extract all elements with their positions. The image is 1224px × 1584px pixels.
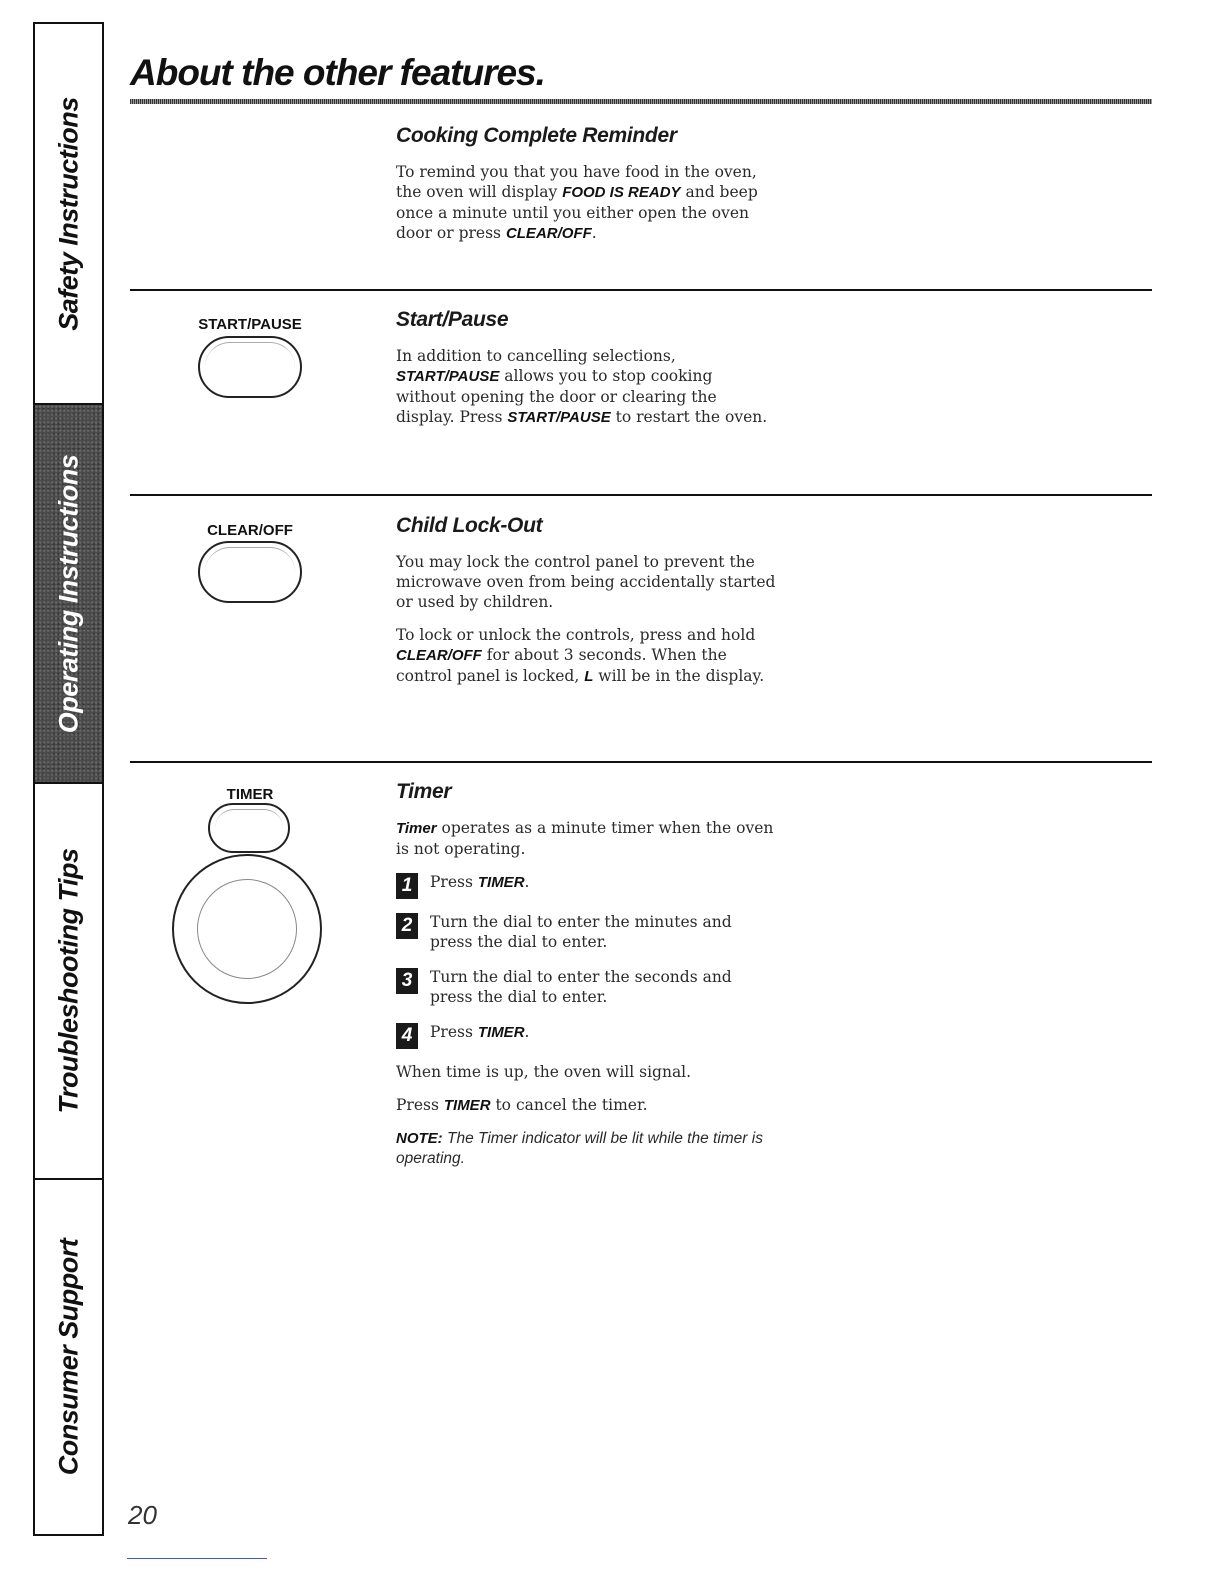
step-item xyxy=(396,872,776,898)
section-divider xyxy=(130,761,1152,763)
bottom-rule xyxy=(127,1558,267,1559)
tab-label: Operating Instructions xyxy=(53,454,83,733)
section-divider xyxy=(130,289,1152,291)
section-cooking-complete-reminder xyxy=(396,124,776,257)
step-text: Turn the dial to enter the seconds and press the dial to enter. xyxy=(430,968,732,1006)
step-number-badge: 4 xyxy=(396,1023,418,1049)
tab-label: Troubleshooting Tips xyxy=(53,848,83,1114)
step-number-badge: 3 xyxy=(396,968,418,994)
section-paragraph: When time is up, the oven will signal. xyxy=(396,1063,692,1081)
section-paragraph: Press TIMER to cancel the timer. xyxy=(396,1096,648,1114)
clear-off-button-icon xyxy=(198,541,302,603)
start-pause-button-icon xyxy=(198,336,302,398)
keyword-clear-off: CLEAR/OFF xyxy=(505,225,592,242)
timer-button-icon xyxy=(208,803,290,853)
section-tab-bar xyxy=(33,22,104,1536)
section-child-lock-out xyxy=(396,514,776,700)
keyword-start-pause: START/PAUSE xyxy=(396,368,500,385)
section-heading: Start/Pause xyxy=(396,308,509,331)
dial-icon xyxy=(172,854,322,1004)
section-paragraph: Timer operates as a minute timer when the oven is not operating. xyxy=(396,819,774,858)
section-paragraph: You may lock the control panel to prevent the microwave oven from being accidentally started or used by children. xyxy=(396,553,776,611)
tab-label: Safety Instructions xyxy=(53,96,83,331)
keyword-start-pause: START/PAUSE xyxy=(507,409,611,426)
step-item xyxy=(396,1022,776,1048)
step-item xyxy=(396,912,776,953)
section-heading: Cooking Complete Reminder xyxy=(396,124,677,147)
step-text: Press TIMER. xyxy=(430,873,530,891)
start-pause-button-label: START/PAUSE xyxy=(198,316,302,333)
clear-off-button-label: CLEAR/OFF xyxy=(207,522,293,539)
section-heading: Timer xyxy=(396,780,452,803)
keyword-timer: TIMER xyxy=(443,1097,491,1114)
page-title: About the other features. xyxy=(130,52,545,93)
timer-button-label: TIMER xyxy=(226,786,274,803)
section-heading: Child Lock-Out xyxy=(396,514,543,537)
section-timer xyxy=(396,780,776,1182)
keyword-l: L xyxy=(584,668,594,685)
tab-consumer-support[interactable] xyxy=(35,1180,102,1534)
section-paragraph: To remind you that you have food in the oven, the oven will display FOOD IS READY and beep once a minute until you either open the oven door or press CLEAR/OFF. xyxy=(396,163,758,242)
note-label: NOTE: xyxy=(396,1130,443,1147)
tab-operating-instructions[interactable] xyxy=(35,405,102,784)
step-item xyxy=(396,967,776,1008)
keyword-clear-off: CLEAR/OFF xyxy=(396,647,482,664)
note-text: NOTE: The Timer indicator will be lit while the timer is operating. xyxy=(396,1130,763,1167)
page-number: 20 xyxy=(128,1500,157,1530)
keyword-timer: Timer xyxy=(396,820,437,837)
section-start-pause xyxy=(396,308,776,441)
section-paragraph: In addition to cancelling selections, START/PAUSE allows you to stop cooking without opening the door or clearing the display. Press START/PAUSE to restart the oven. xyxy=(396,347,768,426)
step-text: Press TIMER. xyxy=(430,1023,530,1041)
keyword-food-is-ready: FOOD IS READY xyxy=(562,184,681,201)
dial-inner-ring xyxy=(197,879,297,979)
tab-troubleshooting-tips[interactable] xyxy=(35,784,102,1180)
step-number-badge: 2 xyxy=(396,913,418,939)
tab-safety-instructions[interactable] xyxy=(35,24,102,405)
section-paragraph: To lock or unlock the controls, press and hold CLEAR/OFF for about 3 seconds. When the control panel is locked, L will be in the display. xyxy=(396,626,765,685)
step-text: Turn the dial to enter the minutes and press the dial to enter. xyxy=(430,913,732,951)
tab-label: Consumer Support xyxy=(53,1238,83,1476)
section-divider xyxy=(130,494,1152,496)
step-number-badge: 1 xyxy=(396,873,418,899)
title-rule xyxy=(130,99,1152,104)
